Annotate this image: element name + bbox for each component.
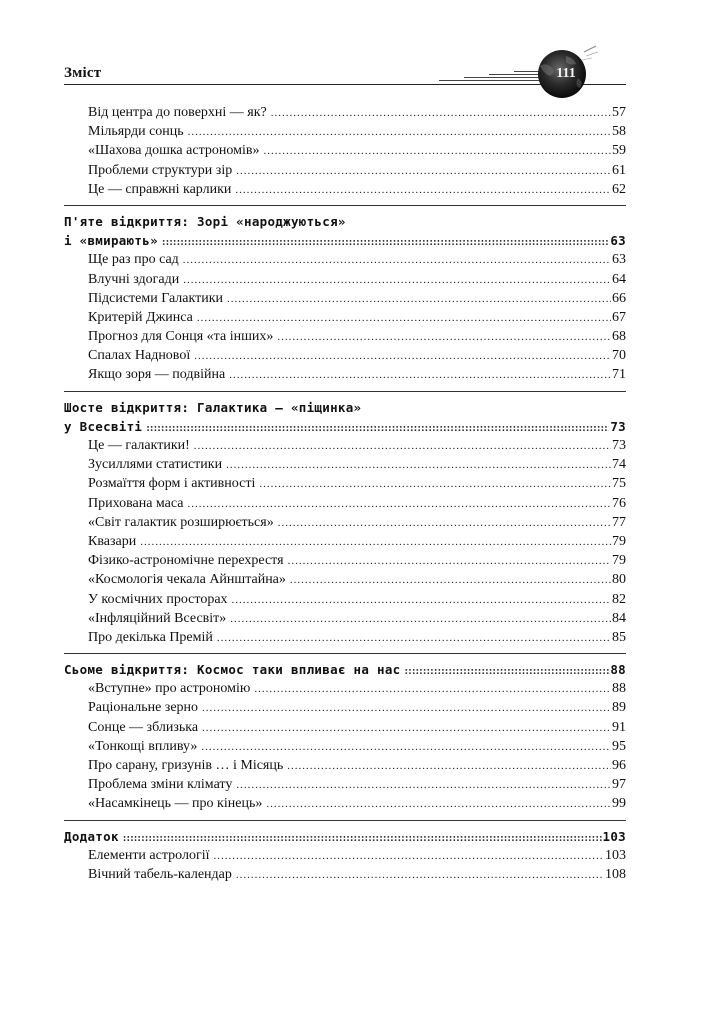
toc-entry[interactable]: Вічний табель-календар ..... 108 [64, 865, 626, 884]
toc-entry[interactable]: «Вступне» про астрономію ..... 88 [64, 679, 626, 698]
toc-entry[interactable]: «Інфляційний Всесвіт» ..... 84 [64, 609, 626, 628]
toc-entry[interactable]: Зусиллями статистики ..... 74 [64, 455, 626, 474]
toc-entry[interactable]: «Шахова дошка астрономів» ..... 59 [64, 141, 626, 160]
toc-entry[interactable]: «Насамкінець — про кінець» ..... 99 [64, 794, 626, 813]
table-of-contents [64, 103, 626, 884]
toc-entry[interactable]: Мільярди сонць ..... 58 [64, 122, 626, 141]
chapter-5-title-line-1[interactable]: П'яте відкриття: Зорі «народжуються» [64, 213, 346, 229]
chapter-6-title-line-1[interactable]: Шосте відкриття: Галактика — «піщинка» [64, 399, 362, 415]
toc-entry[interactable]: У космічних просторах ..... 82 [64, 590, 626, 609]
toc-entry[interactable]: Ще раз про сад ..... 63 [64, 250, 626, 269]
toc-entry[interactable]: Квазари ..... 79 [64, 532, 626, 551]
toc-entry[interactable]: «Тонкощі впливу» ..... 95 [64, 737, 626, 756]
toc-entry[interactable]: Про декілька Премій ..... 85 [64, 628, 626, 647]
toc-entry[interactable]: Спалах Наднової ..... 70 [64, 346, 626, 365]
header-title: Зміст [64, 65, 102, 81]
toc-entry[interactable]: Це — галактики! ..... 73 [64, 436, 626, 455]
toc-entry[interactable]: Сонце — зблизька ..... 91 [64, 718, 626, 737]
toc-entry[interactable]: Фізико-астрономічне перехрестя ..... 79 [64, 551, 626, 570]
toc-entry[interactable]: Проблема зміни клімату ..... 97 [64, 775, 626, 794]
toc-entry[interactable]: Від центра до поверхні — як? ..... 57 [64, 103, 626, 122]
page-number: 111 [556, 66, 576, 81]
chapter-5-heading[interactable]: і «вмирають» :::::::::::::::::::::::::::::::::::::::::::::::::::::::::::::::::::::::::::::::::::::::::::::::::::::::::::::::::::::::::::::::::::::::::::::::::::::::::: 63 [64, 231, 626, 250]
chapter-7-heading[interactable]: Сьоме відкриття: Космос таки впливає на нас :::::::::::::::::::::::::::::::::::::::::::::::::::::::::::::::::::::::::::::::::::::::::::::::::::::::::::::::::::::::::::::::::::::::::::::::::::::::::: 88 [64, 660, 626, 679]
section-divider [64, 205, 626, 206]
toc-entry[interactable]: Прогноз для Сонця «та інших» ..... 68 [64, 327, 626, 346]
toc-entry[interactable]: Прихована маса ..... 76 [64, 494, 626, 513]
toc-entry[interactable]: Елементи астрології ..... 103 [64, 846, 626, 865]
toc-entry[interactable]: Підсистеми Галактики ..... 66 [64, 289, 626, 308]
toc-entry[interactable]: Якщо зоря — подвійна ..... 71 [64, 365, 626, 384]
toc-entry[interactable]: Проблеми структури зір ..... 61 [64, 161, 626, 180]
toc-entry[interactable]: Влучні здогади ..... 64 [64, 270, 626, 289]
toc-entry[interactable]: Розмаїття форм і активності ..... 75 [64, 474, 626, 493]
section-divider [64, 653, 626, 654]
chapter-6-heading[interactable]: у Всесвіті :::::::::::::::::::::::::::::::::::::::::::::::::::::::::::::::::::::::::::::::::::::::::::::::::::::::::::::::::::::::::::::::::::::::::::::::::::::::::: 73 [64, 417, 626, 436]
toc-entry[interactable]: Раціональне зерно ..... 89 [64, 698, 626, 717]
toc-entry[interactable]: «Космологія чекала Айнштайна» ..... 80 [64, 570, 626, 589]
section-divider [64, 391, 626, 392]
toc-entry[interactable]: Критерій Джинса ..... 67 [64, 308, 626, 327]
toc-entry[interactable]: Про сарану, гризунів … і Місяць ..... 96 [64, 756, 626, 775]
toc-entry[interactable]: Це — справжні карлики ..... 62 [64, 180, 626, 199]
appendix-heading[interactable]: Додаток :::::::::::::::::::::::::::::::::::::::::::::::::::::::::::::::::::::::::::::::::::::::::::::::::::::::::::::::::::::::::::::::::::::::::::::::::::::::::: 103 [64, 827, 626, 846]
toc-entry[interactable]: «Світ галактик розширюється» ..... 77 [64, 513, 626, 532]
section-divider [64, 820, 626, 821]
